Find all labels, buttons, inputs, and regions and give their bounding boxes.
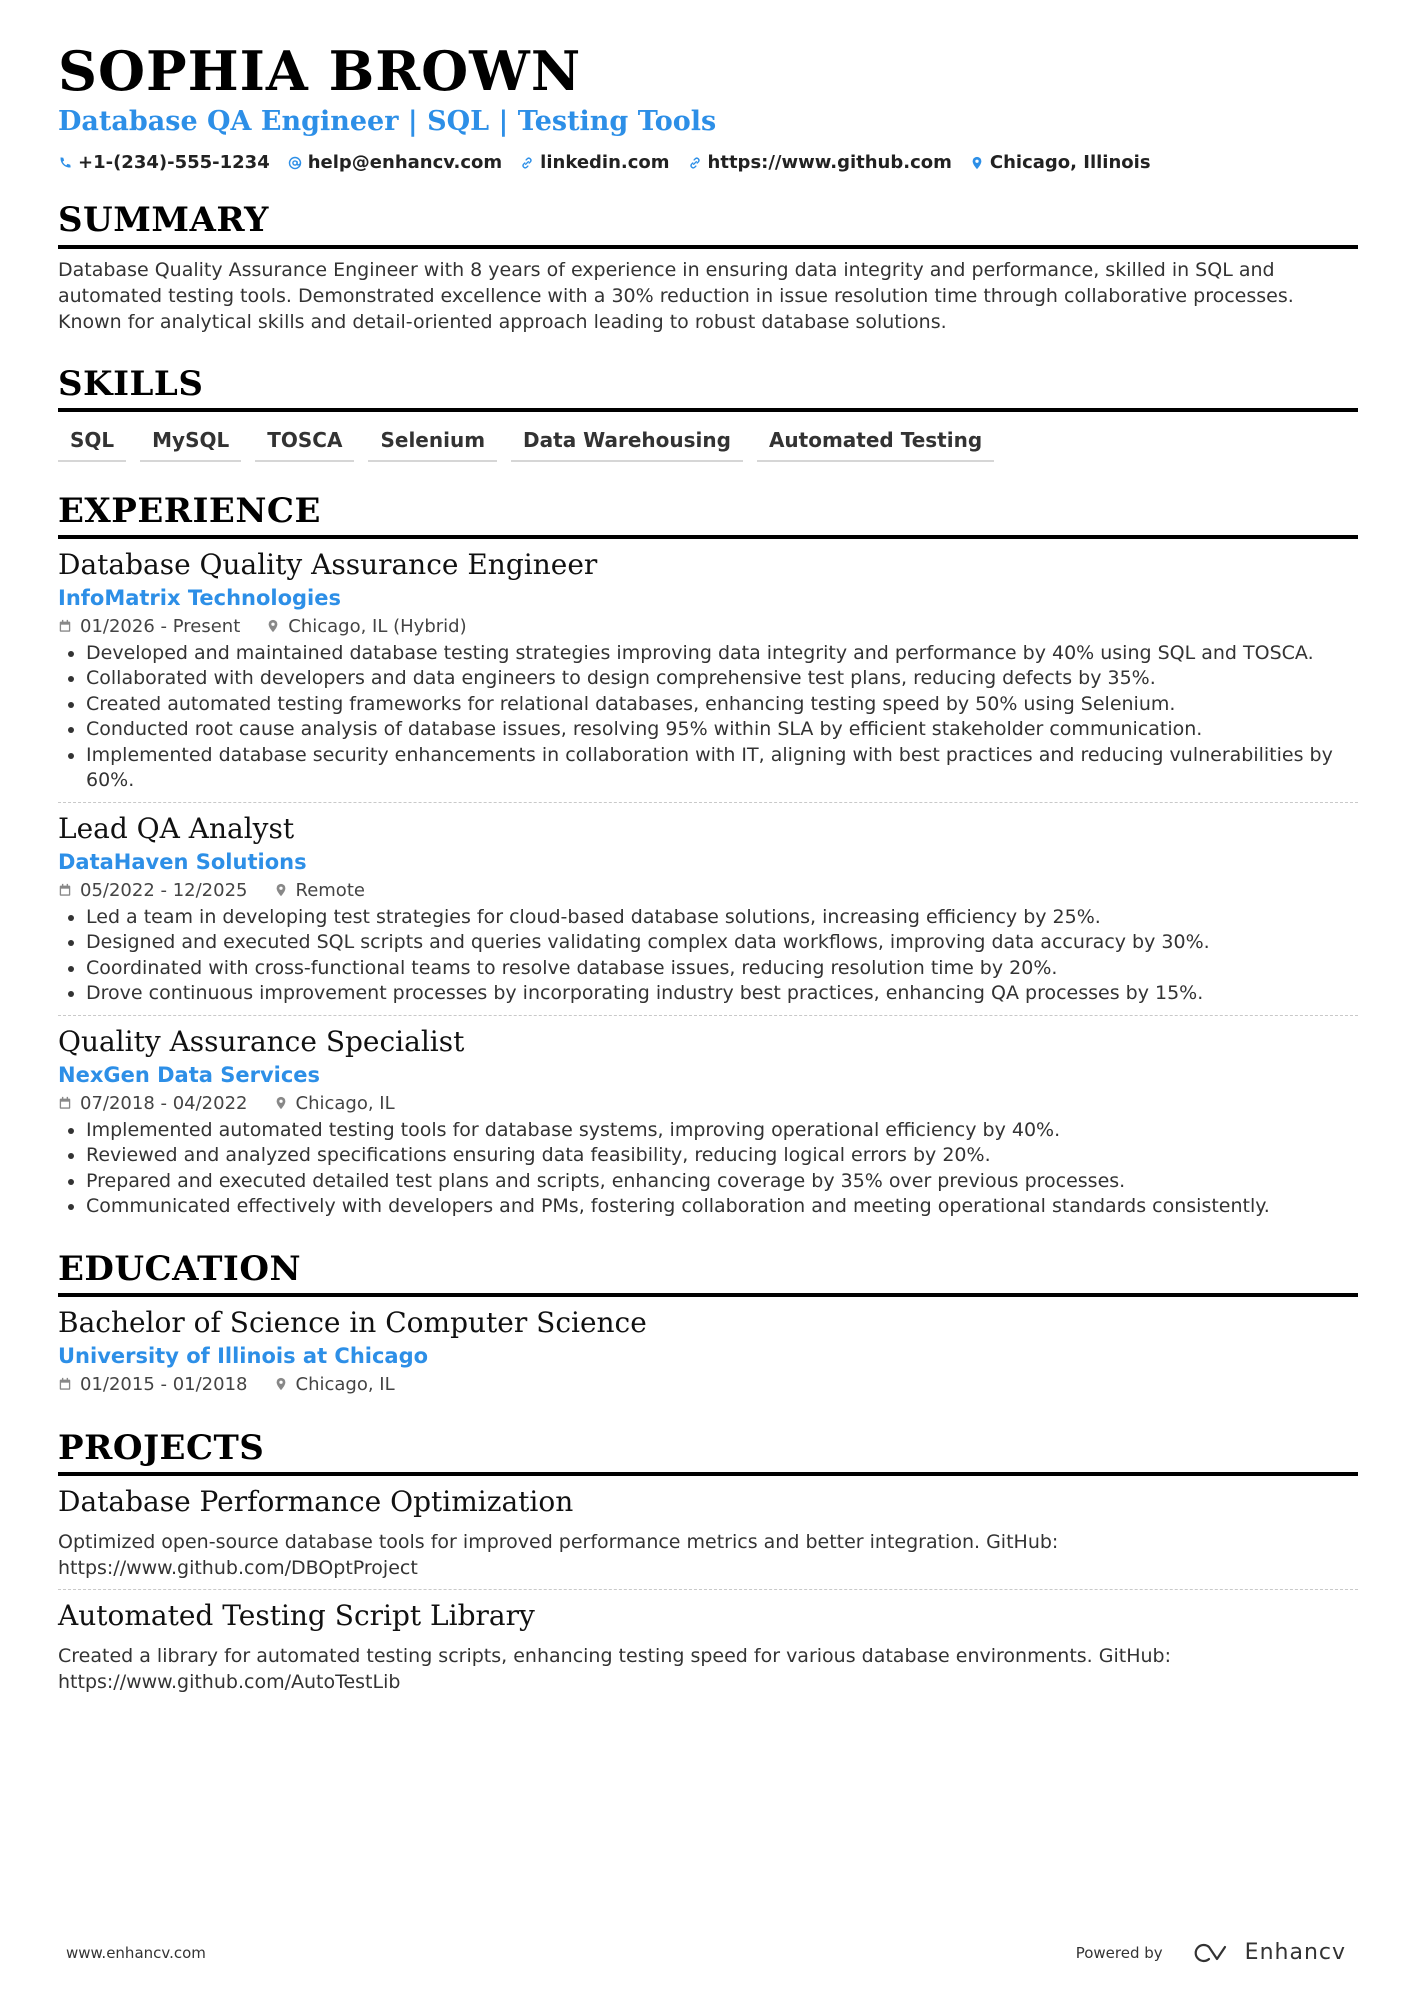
job-bullet: • Drove continuous improvement processes by incorporating industry best practices, enhancing QA processes by 15%. bbox=[86, 981, 1358, 1007]
company-name: NexGen Data Services bbox=[58, 1062, 321, 1087]
link-icon bbox=[520, 156, 534, 170]
education-dates-text: 01/2015 - 01/2018 bbox=[80, 1373, 248, 1395]
job-entry bbox=[58, 1024, 1358, 1220]
experience-heading: EXPERIENCE bbox=[58, 490, 321, 531]
section-divider bbox=[58, 408, 1358, 412]
job-meta bbox=[58, 1093, 1358, 1114]
job-bullet: • Coordinated with cross-functional teams to resolve database issues, reducing resolution time by 20%. bbox=[86, 956, 1358, 982]
job-title: Database Quality Assurance Engineer bbox=[58, 547, 598, 581]
skills-list bbox=[58, 426, 1358, 462]
job-bullet: • Developed and maintained database testing strategies improving data integrity and performance by 40% using SQL and TOSCA. bbox=[86, 641, 1358, 667]
phone-icon bbox=[58, 156, 72, 170]
education-section bbox=[58, 1250, 1358, 1395]
entry-divider bbox=[58, 1589, 1358, 1590]
job-dates bbox=[58, 1093, 248, 1114]
summary-section bbox=[58, 201, 1358, 334]
contact-location-text: Chicago, Illinois bbox=[989, 152, 1151, 174]
contact-bar bbox=[58, 152, 1358, 173]
candidate-name: SOPHIA BROWN bbox=[58, 39, 582, 103]
education-dates bbox=[58, 1374, 248, 1395]
experience-section bbox=[58, 492, 1358, 1220]
enhancv-logo-icon bbox=[1191, 1941, 1235, 1965]
page-footer bbox=[66, 1940, 1346, 1965]
skill-tag: Automated Testing bbox=[757, 426, 994, 462]
degree-title: Bachelor of Science in Computer Science bbox=[58, 1305, 647, 1339]
contact-location bbox=[970, 152, 1151, 173]
skill-tag: MySQL bbox=[140, 426, 241, 462]
brand-logo[interactable] bbox=[1191, 1940, 1346, 1965]
school-name: University of Illinois at Chicago bbox=[58, 1343, 429, 1368]
section-divider bbox=[58, 1293, 1358, 1297]
contact-email[interactable] bbox=[288, 152, 502, 173]
summary-heading: SUMMARY bbox=[58, 200, 269, 241]
education-location-text: Chicago, IL bbox=[295, 1373, 395, 1395]
company-name: InfoMatrix Technologies bbox=[58, 585, 341, 610]
job-bullet: • Implemented database security enhancements in collaboration with IT, aligning with best practices and reducing vulnerabilities by 60%. bbox=[86, 743, 1358, 794]
company-name: DataHaven Solutions bbox=[58, 849, 307, 874]
calendar-icon bbox=[58, 1096, 72, 1110]
powered-by-label: Powered by bbox=[1075, 1943, 1163, 1962]
job-meta bbox=[58, 616, 1358, 637]
education-heading: EDUCATION bbox=[58, 1248, 302, 1289]
contact-github[interactable] bbox=[688, 152, 952, 173]
contact-linkedin-text: linkedin.com bbox=[540, 152, 670, 174]
job-location-text: Remote bbox=[295, 879, 365, 901]
entry-divider bbox=[58, 1015, 1358, 1016]
entry-divider bbox=[58, 802, 1358, 803]
contact-github-text: https://www.github.com bbox=[707, 152, 952, 174]
job-location bbox=[274, 880, 365, 901]
skills-heading: SKILLS bbox=[58, 363, 204, 404]
project-title: Database Performance Optimization bbox=[58, 1484, 574, 1518]
contact-linkedin[interactable] bbox=[520, 152, 669, 173]
contact-email-text: help@enhancv.com bbox=[307, 152, 503, 174]
project-description: Created a library for automated testing scripts, enhancing testing speed for various database environments. GitHub: https://www.github.com/AutoTestLib bbox=[58, 1644, 1172, 1693]
calendar-icon bbox=[58, 883, 72, 897]
location-icon bbox=[970, 156, 984, 170]
job-entry bbox=[58, 811, 1358, 1007]
job-entry bbox=[58, 547, 1358, 794]
job-dates bbox=[58, 616, 240, 637]
location-icon bbox=[266, 619, 280, 633]
job-location-text: Chicago, IL (Hybrid) bbox=[288, 615, 467, 637]
job-bullets bbox=[58, 1118, 1358, 1220]
job-bullet: • Implemented automated testing tools for database systems, improving operational efficiency by 40%. bbox=[86, 1118, 1358, 1144]
skill-tag: TOSCA bbox=[255, 426, 354, 462]
skill-tag: Data Warehousing bbox=[511, 426, 743, 462]
project-entry bbox=[58, 1598, 1358, 1695]
footer-website[interactable]: www.enhancv.com bbox=[66, 1943, 206, 1962]
calendar-icon bbox=[58, 619, 72, 633]
summary-text: Database Quality Assurance Engineer with 8 years of experience in ensuring data integrity and performance, skilled in SQL and automated testing tools. Demonstrated excellence with a 30% reduction in issue resolution time through collaborative processes. Known for analytical skills and detail-oriented approach leading to robust database solutions. bbox=[58, 258, 1294, 333]
job-meta bbox=[58, 880, 1358, 901]
contact-phone-text: +1-(234)-555-1234 bbox=[78, 152, 270, 174]
footer-brand bbox=[1076, 1940, 1346, 1965]
location-icon bbox=[274, 883, 288, 897]
job-dates-text: 07/2018 - 04/2022 bbox=[80, 1092, 248, 1114]
at-icon bbox=[288, 156, 302, 170]
job-bullet: • Conducted root cause analysis of database issues, resolving 95% within SLA by efficient stakeholder communication. bbox=[86, 717, 1358, 743]
job-title: Quality Assurance Specialist bbox=[58, 1024, 465, 1058]
job-location bbox=[274, 1093, 395, 1114]
section-divider bbox=[58, 535, 1358, 539]
job-location-text: Chicago, IL bbox=[295, 1092, 395, 1114]
brand-name-text: Enhancv bbox=[1244, 1940, 1346, 1965]
job-bullet: • Created automated testing frameworks for relational databases, enhancing testing speed by 50% using Selenium. bbox=[86, 692, 1358, 718]
section-divider bbox=[58, 245, 1358, 249]
project-title: Automated Testing Script Library bbox=[58, 1598, 535, 1632]
location-icon bbox=[274, 1096, 288, 1110]
job-location bbox=[266, 616, 466, 637]
job-bullet: • Prepared and executed detailed test plans and scripts, enhancing coverage by 35% over previous processes. bbox=[86, 1169, 1358, 1195]
job-title: Lead QA Analyst bbox=[58, 811, 295, 845]
job-bullet: • Designed and executed SQL scripts and queries validating complex data workflows, improving data accuracy by 30%. bbox=[86, 930, 1358, 956]
job-bullets bbox=[58, 905, 1358, 1007]
job-bullet: • Led a team in developing test strategies for cloud-based database solutions, increasing efficiency by 25%. bbox=[86, 905, 1358, 931]
skill-tag: SQL bbox=[58, 426, 126, 462]
education-location bbox=[274, 1374, 395, 1395]
skill-tag: Selenium bbox=[368, 426, 497, 462]
skills-section bbox=[58, 365, 1358, 462]
link-icon bbox=[688, 156, 702, 170]
job-dates-text: 05/2022 - 12/2025 bbox=[80, 879, 248, 901]
projects-section bbox=[58, 1429, 1358, 1695]
job-bullet: • Reviewed and analyzed specifications ensuring data feasibility, reducing logical errors by 20%. bbox=[86, 1143, 1358, 1169]
projects-heading: PROJECTS bbox=[58, 1427, 265, 1468]
contact-phone[interactable] bbox=[58, 152, 270, 173]
job-bullets bbox=[58, 641, 1358, 794]
location-icon bbox=[274, 1377, 288, 1391]
resume-page bbox=[58, 40, 1358, 1695]
section-divider bbox=[58, 1472, 1358, 1476]
job-bullet: • Communicated effectively with developers and PMs, fostering collaboration and meeting operational standards consistently. bbox=[86, 1194, 1358, 1220]
calendar-icon bbox=[58, 1377, 72, 1391]
job-dates-text: 01/2026 - Present bbox=[80, 615, 241, 637]
job-dates bbox=[58, 880, 248, 901]
candidate-tagline: Database QA Engineer | SQL | Testing Tools bbox=[58, 106, 717, 138]
project-entry bbox=[58, 1484, 1358, 1581]
project-description: Optimized open-source database tools for improved performance metrics and better integration. GitHub: https://www.github.com/DBOptProject bbox=[58, 1530, 1059, 1579]
education-meta bbox=[58, 1374, 1358, 1395]
job-bullet: • Collaborated with developers and data engineers to design comprehensive test plans, reducing defects by 35%. bbox=[86, 666, 1358, 692]
